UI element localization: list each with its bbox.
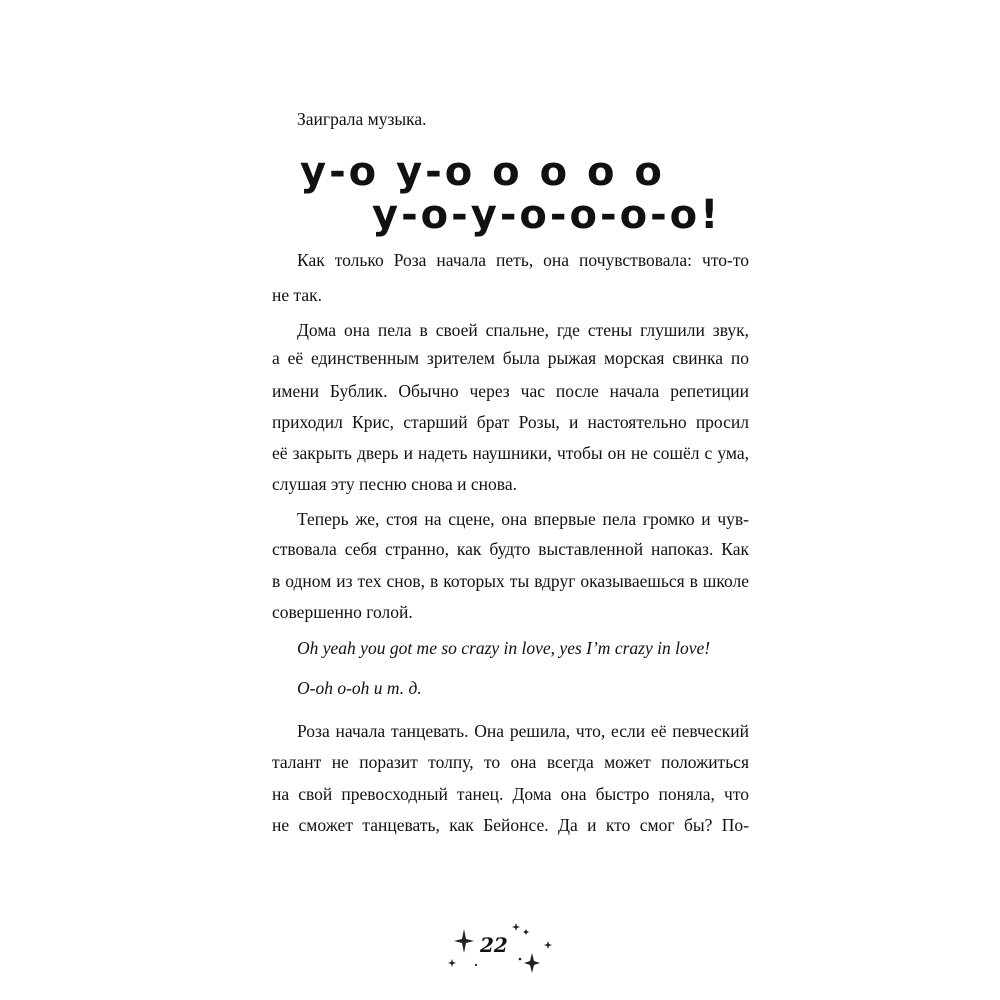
text-line: слушая эту песню снова и снова. [272,474,517,494]
text-line: приходил Крис, старший брат Розы, и настоятельно просил [272,412,749,432]
text-line: совершенно голой. [272,602,413,622]
text-line: ствовала себя странно, как будто выставленной напоказ. Как [272,539,749,559]
text-line: в одном из тех снов, в которых ты вдруг оказываешься в школе [272,571,749,591]
text-line: а её единственным зрителем была рыжая морская свинка по [272,348,749,368]
text-line: не сможет танцевать, как Бейонсе. Да и кто смог бы? По- [272,815,749,835]
page-number: 22 [480,933,508,957]
text-line: имени Бублик. Обычно через час после начала репетиции [272,381,749,401]
text-line: Заиграла музыка. [297,109,427,129]
text-line: Дома она пела в своей спальне, где стены глушили звук, [297,320,749,340]
page-footer [440,915,560,975]
handwritten-lyric-line-1: у-о у-о о о о о [300,149,665,195]
text-line: Как только Роза начала петь, она почувствовала: что-то [297,250,749,270]
handwritten-lyric-line-2: у-о-у-о-о-о-о! [372,192,722,238]
text-line: талант не поразит толпу, то она всегда может положиться [272,752,749,772]
text-line: не так. [272,285,323,305]
text-line: Теперь же, стоя на сцене, она впервые пела громко и чув- [297,509,749,529]
text-line: Роза начала танцевать. Она решила, что, если её певческий [297,721,749,741]
song-lyric-line: Oh yeah you got me so crazy in love, yes I’m crazy in love! [297,638,711,658]
song-lyric-line: O-oh o-oh и т. д. [297,678,422,698]
text-line: её закрыть дверь и надеть наушники, чтобы он не сошёл с ума, [272,443,749,463]
text-line: на свой превосходный танец. Дома она быстро поняла, что [272,784,749,804]
